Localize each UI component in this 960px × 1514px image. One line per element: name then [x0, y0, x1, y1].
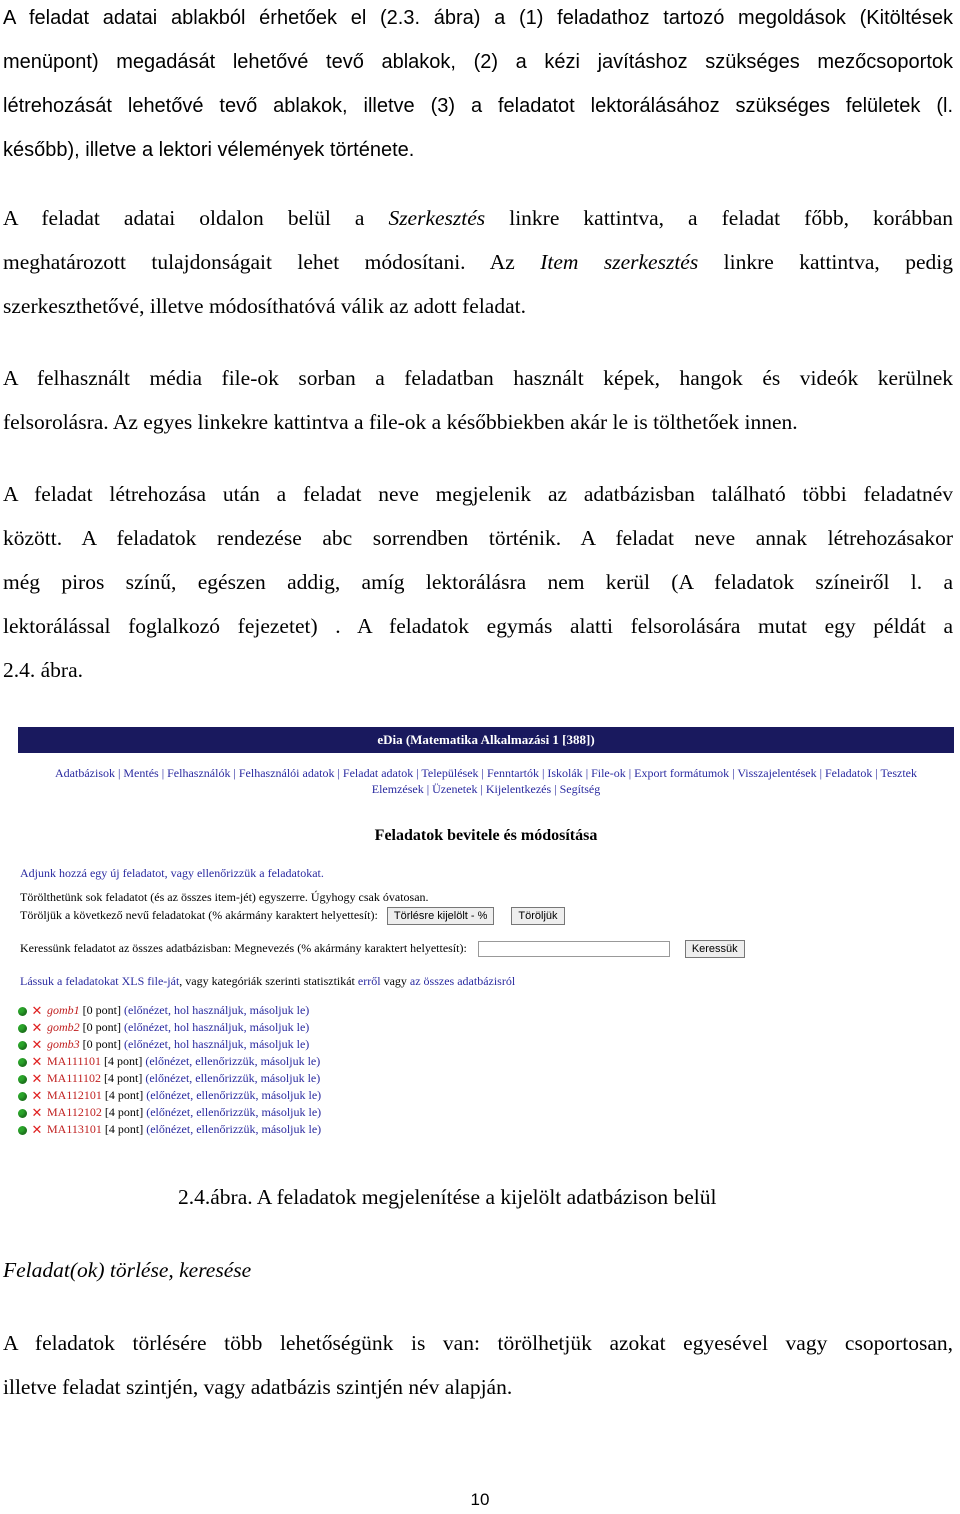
nav-link[interactable]: Elemzések [371, 782, 424, 796]
page-number: 10 [470, 1490, 490, 1509]
nav-link[interactable]: Feladatok [825, 766, 873, 780]
paragraph-line: még piros színű, egészen addig, amíg lektorálásra nem kerül (A feladatok színeiről l. a [3, 570, 953, 594]
nav-link[interactable]: Adatbázisok [55, 766, 115, 780]
status-dot-icon [18, 1058, 27, 1067]
delete-x-icon[interactable]: ✕ [31, 1088, 43, 1104]
task-actions-links[interactable]: (előnézet, hol használjuk, másoljuk le) [124, 1003, 310, 1017]
nav-link[interactable]: Felhasználók [167, 766, 231, 780]
status-dot-icon [18, 1075, 27, 1084]
nav-link[interactable]: Fenntartók [486, 766, 539, 780]
status-dot-icon [18, 1109, 27, 1118]
task-name[interactable]: gomb1 [44, 1003, 80, 1017]
nav-separator: | [477, 782, 486, 796]
delete-x-icon[interactable]: ✕ [31, 1020, 43, 1036]
nav-link[interactable]: Üzenetek [432, 782, 478, 796]
task-actions-links[interactable]: (előnézet, ellenőrizzük, másoljuk le) [145, 1071, 321, 1085]
paragraph-line: később), illetve a lektori vélemények története. [3, 139, 415, 161]
task-points: [0 pont] [79, 1020, 124, 1034]
task-list-item [18, 1121, 321, 1138]
paragraph-2 [3, 196, 953, 328]
app-header-bar: eDia (Matematika Alkalmazási 1 [388]) [18, 727, 954, 753]
nav-row-2 [18, 781, 954, 797]
paragraph-line: A felhasznált média file-ok sorban a feladatban használt képek, hangok és videók kerülnek [3, 366, 953, 390]
task-points: [4 pont] [101, 1122, 147, 1136]
paragraph-line: meghatározott tulajdonságait lehet módosítani. Az Item szerkesztés linkre kattintva, pedig [3, 250, 953, 274]
nav-link[interactable]: Feladat adatok [342, 766, 414, 780]
delete-x-icon[interactable]: ✕ [31, 1122, 43, 1138]
delete-x-icon[interactable]: ✕ [31, 1003, 43, 1019]
nav-link[interactable]: Segítség [559, 782, 601, 796]
task-list-item [18, 1070, 321, 1087]
nav-link[interactable]: Export formátumok [634, 766, 730, 780]
stats-this-link[interactable]: erről [357, 974, 381, 988]
task-list-item [18, 1002, 321, 1019]
delete-x-icon[interactable]: ✕ [31, 1037, 43, 1053]
delete-x-icon[interactable]: ✕ [31, 1054, 43, 1070]
paragraph-line: felsorolásra. Az egyes linkekre kattintva a file-ok a későbbiekben akár le is tölthetőek innen. [3, 410, 798, 434]
paragraph-line: 2.4. ábra. [3, 658, 83, 682]
stats-all-link[interactable]: az összes adatbázisról [409, 974, 516, 988]
task-name[interactable]: MA112102 [44, 1105, 102, 1119]
task-name[interactable]: gomb3 [44, 1037, 80, 1051]
task-name[interactable]: MA111102 [44, 1071, 101, 1085]
task-actions-links[interactable]: (előnézet, ellenőrizzük, másoljuk le) [146, 1105, 322, 1119]
mark-for-delete-button[interactable]: Törlésre kijelölt - % [387, 907, 495, 925]
nav-link[interactable]: Visszajelentések [737, 766, 817, 780]
search-input[interactable] [478, 941, 670, 957]
search-button[interactable]: Keressük [685, 940, 745, 958]
status-dot-icon [18, 1007, 27, 1016]
status-dot-icon [18, 1126, 27, 1135]
nav-separator: | [582, 766, 592, 780]
nav-separator: | [478, 766, 487, 780]
task-actions-links[interactable]: (előnézet, ellenőrizzük, másoljuk le) [145, 1054, 321, 1068]
status-dot-icon [18, 1092, 27, 1101]
nav-link[interactable]: Mentés [123, 766, 159, 780]
delete-named-row [20, 907, 565, 925]
nav-link[interactable]: File-ok [591, 766, 626, 780]
task-actions-links[interactable]: (előnézet, ellenőrizzük, másoljuk le) [146, 1088, 322, 1102]
search-row [20, 940, 745, 958]
xls-text-or: vagy [380, 974, 410, 988]
task-name[interactable]: MA112101 [44, 1088, 102, 1102]
nav-separator: | [872, 766, 881, 780]
task-points: [4 pont] [101, 1088, 147, 1102]
task-points: [4 pont] [101, 1054, 146, 1068]
task-points: [0 pont] [79, 1037, 124, 1051]
task-name[interactable]: MA111101 [44, 1054, 101, 1068]
nav-separator: | [729, 766, 738, 780]
nav-separator: | [230, 766, 239, 780]
main-nav [18, 765, 954, 797]
section-subheading: Feladat(ok) törlése, keresése [3, 1258, 252, 1282]
task-actions-links[interactable]: (előnézet, ellenőrizzük, másoljuk le) [146, 1122, 322, 1136]
task-list-item [18, 1087, 321, 1104]
nav-separator: | [334, 766, 343, 780]
nav-separator: | [423, 782, 433, 796]
task-list-item [18, 1104, 321, 1121]
xls-line [20, 973, 515, 989]
task-list-item [18, 1053, 321, 1070]
status-dot-icon [18, 1041, 27, 1050]
delete-all-text: Törölthetünk sok feladatot (és az összes item-jét) egyszerre. Úgyhogy csak óvatosan. [20, 890, 429, 904]
add-task-link[interactable]: Adjunk hozzá egy új feladatot, vagy ellenőrizzük a feladatokat. [20, 866, 324, 880]
paragraph-3 [3, 356, 953, 444]
nav-separator: | [538, 766, 548, 780]
task-actions-links[interactable]: (előnézet, hol használjuk, másoljuk le) [124, 1037, 310, 1051]
nav-row-1 [18, 765, 954, 781]
delete-button[interactable]: Töröljük [511, 907, 564, 925]
nav-link[interactable]: Kijelentkezés [485, 782, 552, 796]
figure-screenshot [18, 727, 954, 1142]
paragraph-line: szerkeszthetővé, illetve módosíthatóvá válik az adott feladat. [3, 294, 526, 318]
xls-link[interactable]: Lássuk a feladatokat XLS file-ját [20, 974, 180, 988]
task-list-item [18, 1036, 321, 1053]
nav-separator: | [816, 766, 825, 780]
nav-separator: | [158, 766, 168, 780]
search-label: Keressünk feladatot az összes adatbázisban: Megnevezés (% akármány karaktert helyettesít): [20, 941, 467, 955]
delete-named-label: Töröljük a következő nevű feladatokat (% akármány karaktert helyettesít): [20, 908, 378, 922]
nav-link[interactable]: Települések [421, 766, 479, 780]
task-points: [0 pont] [79, 1003, 124, 1017]
task-actions-links[interactable]: (előnézet, hol használjuk, másoljuk le) [124, 1020, 310, 1034]
paragraph-5 [3, 1321, 953, 1409]
paragraph-line: A feladat adatai oldalon belül a Szerkesztés linkre kattintva, a feladat főbb, korábban [3, 206, 953, 230]
paragraph-line: A feladatok törlésére több lehetőségünk is van: törölhetjük azokat egyesével vagy csoportosan, [3, 1331, 953, 1355]
paragraph-line: között. A feladatok rendezése abc sorrendben történik. A feladat neve annak létrehozásakor [3, 526, 953, 550]
status-dot-icon [18, 1024, 27, 1033]
paragraph-line: menüpont) megadását lehetővé tevő ablakok, (2) a kézi javításhoz szükséges mezőcsoportok [3, 51, 953, 73]
nav-link[interactable]: Felhasználói adatok [238, 766, 335, 780]
xls-text: , vagy kategóriák szerinti statisztikát [179, 974, 358, 988]
paragraph-4 [3, 472, 953, 692]
delete-x-icon[interactable]: ✕ [31, 1071, 43, 1087]
task-list [18, 1002, 321, 1138]
paragraph-line: A feladat létrehozása után a feladat neve megjelenik az adatbázisban található többi feladatnév [3, 482, 953, 506]
nav-separator: | [625, 766, 635, 780]
paragraph-line: lektorálással foglalkozó fejezetet) . A feladatok egymás alatti felsorolására mutat egy példát a [3, 614, 953, 638]
nav-link[interactable]: Iskolák [547, 766, 583, 780]
task-list-item [18, 1019, 321, 1036]
nav-link[interactable]: Tesztek [880, 766, 917, 780]
paragraph-line: A feladat adatai ablakból érhetőek el (2.3. ábra) a (1) feladathoz tartozó megoldások (Kitöltések [3, 7, 953, 29]
task-points: [4 pont] [101, 1105, 147, 1119]
task-points: [4 pont] [101, 1071, 146, 1085]
delete-x-icon[interactable]: ✕ [31, 1105, 43, 1121]
page-title: Feladatok bevitele és módosítása [374, 827, 598, 844]
paragraph-line: létrehozását lehetővé tevő ablakok, illetve (3) a feladatot lektorálásához szükséges felületek (l. [3, 95, 953, 117]
task-name[interactable]: gomb2 [44, 1020, 80, 1034]
task-name[interactable]: MA113101 [44, 1122, 102, 1136]
nav-separator: | [551, 782, 560, 796]
nav-separator: | [114, 766, 124, 780]
add-task-line [20, 865, 324, 881]
paragraph-1 [3, 0, 953, 172]
figure-caption: 2.4.ábra. A feladatok megjelenítése a kijelölt adatbázison belül [178, 1185, 717, 1209]
paragraph-line: illetve feladat szintjén, vagy adatbázis szintjén név alapján. [3, 1375, 513, 1399]
nav-separator: | [413, 766, 422, 780]
